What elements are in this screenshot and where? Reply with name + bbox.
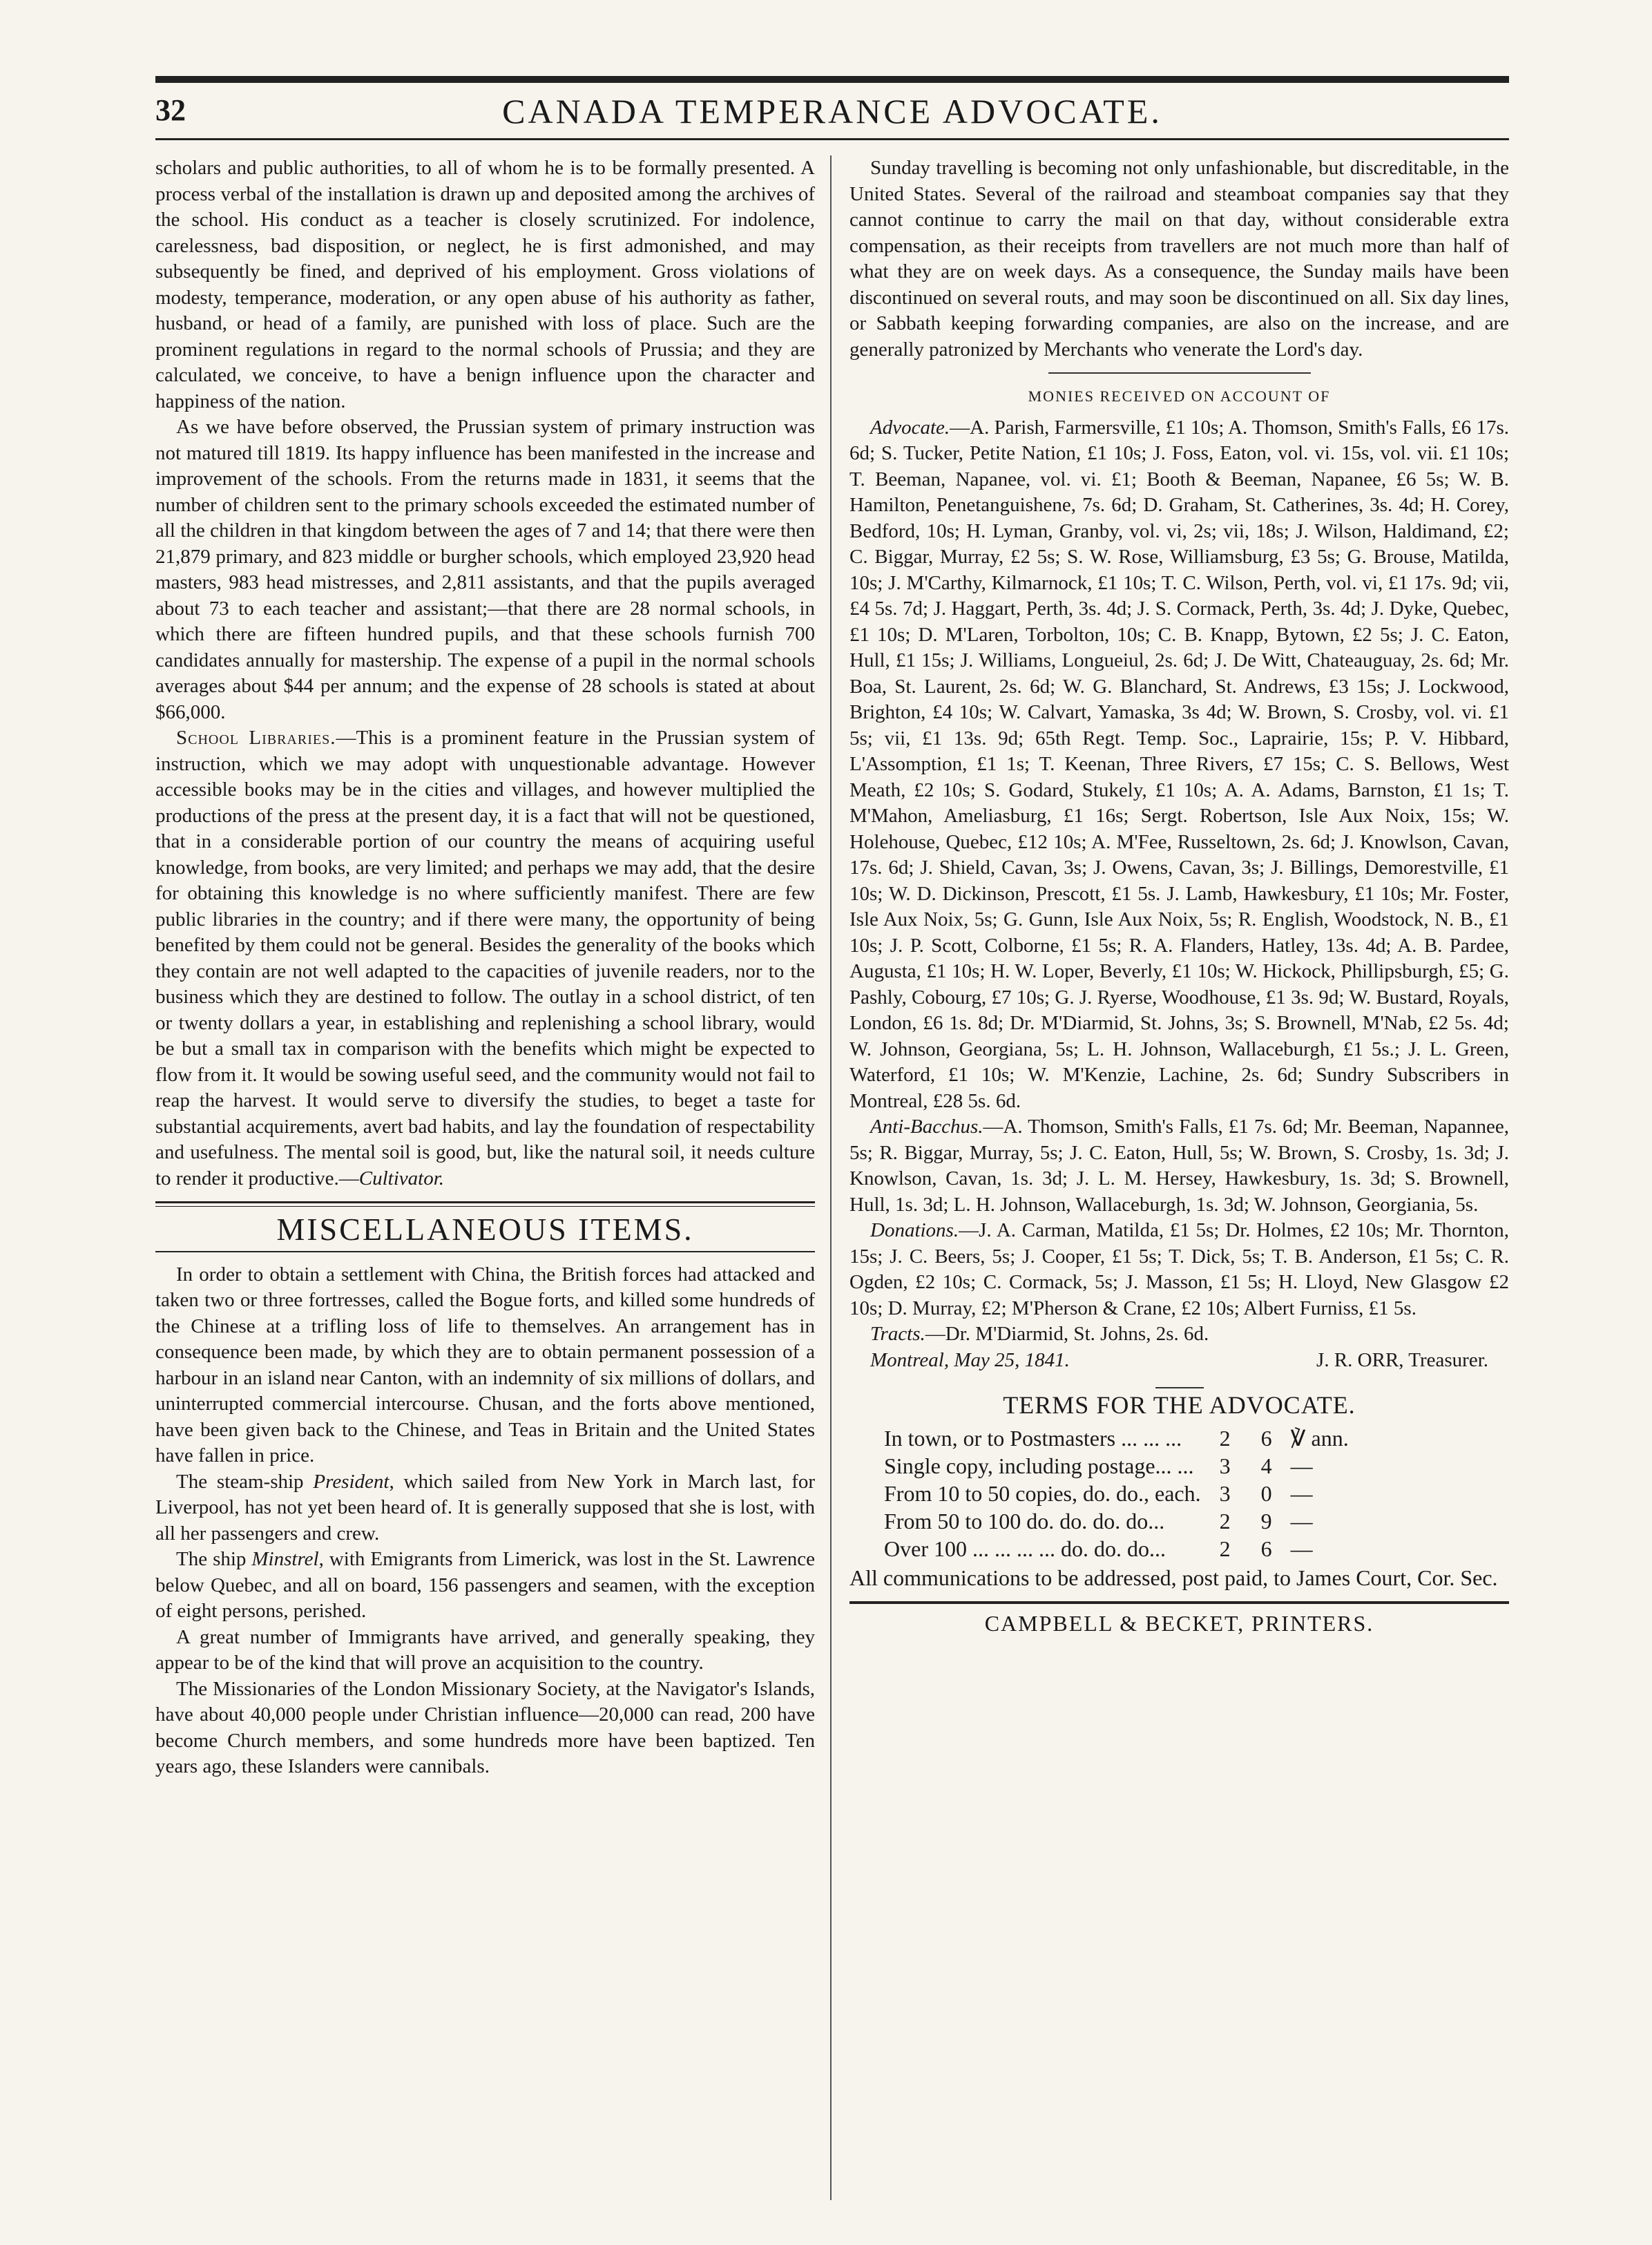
short-rule [1048, 372, 1311, 374]
terms-pence: 6 [1260, 1536, 1272, 1561]
article-paragraph [155, 725, 815, 1192]
terms-unit: — [1290, 1536, 1313, 1561]
item-text: , with Emigrants from Limerick, was lost in the St. Lawrence below Quebec, and all on board, 156 passengers and seamen, with the exception of eight persons, perished. [155, 1548, 815, 1622]
section-rule [155, 1251, 815, 1252]
short-rule [1155, 1387, 1204, 1388]
terms-title: TERMS FOR THE ADVOCATE. [1003, 1391, 1356, 1419]
newspaper-page [155, 76, 1509, 2183]
terms-row [884, 1452, 1356, 1480]
right-column [849, 155, 1509, 1780]
printer-rule [849, 1601, 1509, 1604]
news-item: The Missionaries of the London Missionary Society, at the Navigator's Islands, have about 40,000 people under Christian influence—20,000 can read, 200 have become Church members, and some hundreds more have been baptized. Ten years ago, these Islanders were cannibals. [155, 1677, 815, 1777]
terms-label: Over 100 ... ... ... ... do. do. do... [884, 1536, 1166, 1561]
fund-list: —A. Parish, Farmersville, £1 10s; A. Thomson, Smith's Falls, £6 17s. 6d; S. Tucker, Petite Nation, £1 10s; J. Foss, Eaton, vol. vi. 15s, vol. vii. £1 10s; T. Beeman, Napanee, vol. vi. £1; Booth & Beeman, Napanee, £6 5s; W. B. Hamilton, Penetanguishene, 7s. 6d; D. Graham, St. Catherines, 3s. 4d; H. Corey, Bedford, 10s; H. Lyman, Granby, vol. vi, 2s; vii, 18s; J. Wilson, Haldimand, £2; C. Biggar, Murray, £2 5s; S. W. Rose, Williamsburg, £3 5s; G. Brouse, Matilda, 10s; J. M'Carthy, Kilmarnock, £1 10s; T. C. Wilson, Perth, vol. vi, £1 17s. 9d; vii, £4 5s. 7d; J. Haggart, Perth, 3s. 4d; J. S. Cormack, Perth, 3s. 4d; J. Dyke, Quebec, £1 10s; D. M'Laren, Torbolton, 10s; C. B. Knapp, Bytown, £2 5s; J. C. Eaton, Hull, £1 15s; J. Williams, Longueiul, 2s. 6d; J. De Witt, Chateauguay, 2s. 6d; Mr. Boa, St. Laurent, 2s. 6d; W. G. Blanchard, St. Andrews, £3 15s; J. Lockwood, Brighton, £4 10s; W. Calvart, Yamaska, 3s 4d; W. Brown, S. Crosby, vol. vi. £1 5s; vii, £1 13s. 9d; 65th Regt. Temp. Soc., Laprairie, 15s; P. V. Hibbard, L'Assomption, £1 1s; T. Keenan, Three Rivers, £7 15s; C. S. Bellows, West Meath, £2 10s; S. Godard, Stukely, £1 10s; A. A. Adams, Barnston, £1 1s; T. M'Mahon, Ameliasburg, £1 16s; Sergt. Robertson, Isle Aux Noix, 15s; W. Holehouse, Quebec, £12 10s; A. M'Fee, Russeltown, 2s. 6d; J. Knowlson, Cavan, 17s. 6d; J. Shield, Cavan, 3s; J. Owens, Cavan, 3s; J. Billings, Demorestville, £1 10s; W. D. Dickinson, Prescott, £1 5s. J. Lamb, Hawkesbury, £1 10s; Mr. Foster, Isle Aux Noix, 5s; G. Gunn, Isle Aux Noix, 5s; R. English, Woodstock, N. B., £1 10s; J. P. Scott, Colborne, £1 5s; R. A. Flanders, Hatley, 13s. 4d; A. B. Pardee, Augusta, £1 10s; H. W. Loper, Beverly, £1 10s; W. Hickock, Phillipsburgh, £5; G. Pashly, Cobourg, £7 10s; G. J. Ryerse, Woodhouse, £1 3s. 9d; W. Bustard, Royals, London, £6 1s. 8d; Dr. M'Diarmid, St. Johns, 3s; S. Brownell, M'Nab, £2 5s. 4d; W. Johnson, Georgiana, 5s; L. H. Johnson, Wallaceburgh, £1 5s.; J. L. Green, Waterford, £1 10s; W. M'Kenzie, Lachine, 2s. 6d; Sundry Subscribers in Montreal, £28 5s. 6d. [849, 416, 1509, 1112]
page-header [155, 90, 1509, 140]
terms-unit: — [1290, 1480, 1313, 1506]
terms-unit: ℣ ann. [1290, 1425, 1349, 1451]
communications-note: All communications to be addressed, post paid, to James Court, Cor. Sec. [849, 1565, 1498, 1590]
terms-row [884, 1535, 1356, 1563]
section-lead: School Libraries. [176, 727, 336, 749]
left-column [155, 155, 815, 1780]
fund-label: Donations. [870, 1219, 959, 1241]
masthead-title: CANADA TEMPERANCE ADVOCATE. [502, 92, 1162, 131]
column-divider [830, 155, 832, 2200]
article-paragraph: scholars and public authorities, to all of whom he is to be formally presented. A process verbal of the installation is drawn up and deposited among the archives of the school. His conduct as a teacher is closely scrutinized. For indolence, carelessness, bad disposition, or neglect, he is first admonished, and may subsequently be fined, and deprived of his employment. Gross violations of modesty, temperance, moderation, or any open abuse of his authority as father, husband, or head of a family, are punished with loss of place. Such are the prominent regulations in regard to the normal schools of Prussia; and they are calculated, we conceive, to have a benign influence upon the character and happiness of the nation. [155, 157, 815, 412]
item-text: The ship [176, 1548, 252, 1570]
terms-label: From 10 to 50 copies, do. do., each. [884, 1480, 1201, 1506]
terms-row [884, 1424, 1356, 1452]
signature-line [849, 1348, 1509, 1374]
treasurer-name: J. R. ORR, Treasurer. [1316, 1348, 1488, 1371]
terms-shillings: 2 [1219, 1536, 1231, 1561]
terms-shillings: 3 [1219, 1480, 1231, 1506]
page-number: 32 [155, 93, 186, 127]
fund-list: —A. Thomson, Smith's Falls, £1 7s. 6d; Mr. Beeman, Napannee, 5s; R. Biggar, Murray, 5s; J. C. Eaton, Hull, 5s; W. Brown, S. Crosby, 1s. 3d; J. Knowlson, Cavan, 1s. 3d; J. L. M. Hersey, Hawkesbury, 1s. 3d; S. Brownell, Hull, 1s. 3d; L. H. Johnson, Wallaceburgh, 1s. 3d; W. Johnson, Georgiania, 5s. [849, 1116, 1509, 1216]
news-item [155, 1469, 815, 1547]
monies-heading: MONIES RECEIVED ON ACCOUNT OF [1028, 388, 1331, 405]
terms-shillings: 2 [1219, 1508, 1231, 1534]
printer-credit: CAMPBELL & BECKET, PRINTERS. [984, 1610, 1374, 1636]
terms-label: Single copy, including postage... ... [884, 1453, 1194, 1478]
terms-shillings: 2 [1219, 1425, 1231, 1451]
place-date: Montreal, May 25, 1841. [870, 1348, 1070, 1371]
terms-row [884, 1507, 1356, 1535]
terms-unit: — [1290, 1508, 1313, 1534]
item-text: The steam-ship [176, 1470, 314, 1493]
terms-pence: 0 [1260, 1480, 1272, 1506]
news-item: Sunday travelling is becoming not only unfashionable, but discreditable, in the United States. Several of the railroad and steamboat companies say that they cannot continue to carry the mail on that day, without considerable extra compensation, as their receipts from travellers are not much more than half of what they are on week days. As a consequence, the Sunday mails have been discontinued on several routs, and may soon be discontinued on all. Six day lines, or Sabbath keeping forwarding companies, are also on the increase, and are generally patronized by Merchants who venerate the Lord's day. [849, 157, 1509, 361]
terms-label: In town, or to Postmasters ... ... ... [884, 1425, 1182, 1451]
terms-pence: 4 [1260, 1453, 1272, 1478]
source-credit: Cultivator. [358, 1167, 445, 1190]
ship-name: Minstrel [251, 1548, 319, 1570]
news-item: In order to obtain a settlement with China, the British forces had attacked and taken two or three fortresses, called the Bogue forts, and killed some hundreds of the Chinese at a trifling loss of life to themselves. An arrangement has in consequence been made, by which they are to obtain permanent possession of a harbour in an island near Canton, with an indemnity of six millions of dollars, and uninterrupted commercial intercourse. Chusan, and the forts above mentioned, have been given back to the Chinese, and Teas in Britain and the United States have fallen in price. [155, 1263, 815, 1467]
terms-pence: 9 [1260, 1508, 1272, 1534]
article-paragraph: As we have before observed, the Prussian system of primary instruction was not matured till 1819. Its happy influence has been manifested in the increase and improvement of the schools. From the returns made in 1831, it seems that the number of children sent to the primary schools exceeded the estimated number of all the children in that kingdom between the ages of 7 and 14; that there were then 21,879 primary, and 823 middle or burgher schools, which employed 23,920 head masters, 983 head mistresses, and 2,811 assistants, and that the pupils averaged about 73 to each teacher and assistant;—that there are 28 normal schools, in which there are fifteen hundred pupils, and that these schools furnish 700 candidates annually for mastership. The expense of a pupil in the normal schools averages about $44 per annum; and the expense of 28 schools is stated at about $66,000. [155, 416, 815, 723]
terms-shillings: 3 [1219, 1453, 1231, 1478]
fund-list: —Dr. M'Diarmid, St. Johns, 2s. 6d. [925, 1323, 1209, 1345]
monies-donations [849, 1218, 1509, 1321]
terms-table [884, 1424, 1356, 1563]
columns [155, 155, 1509, 1780]
paragraph-text: —This is a prominent feature in the Prussian system of instruction, which we may adopt with unquestionable advantage. However accessible books may be in the cities and villages, and however multiplied the productions of the press at the present day, it is a fact that will not be questioned, that in a considerable portion of our country the means of acquiring useful knowledge, from books, are very limited; and perhaps we may add, that the desire for obtaining this knowledge is no where sufficiently manifest. There are few public libraries in the country; and if there were many, the opportunity of being benefited by them could not be general. Besides the generality of the books which they contain are not well adapted to the capacities of juvenile readers, nor to the business which they are destined to follow. The outlay in a school district, of ten or twenty dollars a year, in establishing and replenishing a school library, would be but a small tax in comparison with the benefits which might be expected to flow from it. It would be sowing useful seed, and the community would not fail to reap the harvest. It would serve to diversify the studies, to beget a taste for substantial acquirements, avert bad habits, and lay the foundation of respectability and usefulness. The mental soil is good, but, like the natural soil, it needs culture to render it productive.— [155, 727, 815, 1190]
terms-unit: — [1290, 1453, 1313, 1478]
monies-advocate [849, 415, 1509, 1115]
terms-row [884, 1480, 1356, 1507]
monies-tracts [849, 1321, 1509, 1348]
news-item: A great number of Immigrants have arrived, and generally speaking, they appear to be of the kind that will prove an acquisition to the country. [155, 1625, 815, 1674]
terms-pence: 6 [1260, 1425, 1272, 1451]
terms-label: From 50 to 100 do. do. do. do... [884, 1508, 1165, 1534]
ship-name: President [313, 1470, 390, 1493]
fund-list: —J. A. Carman, Matilda, £1 5s; Dr. Holmes, £2 10s; Mr. Thornton, 15s; J. C. Beers, 5s; J. Cooper, £1 5s; T. Dick, 5s; T. B. Anderson, £1 5s; C. R. Ogden, £2 10s; C. Cormack, 5s; J. Masson, £1 5s; H. Lloyd, New Glasgow £2 10s; D. Murray, £2; M'Pherson & Crane, £2 10s; Albert Furniss, £1 5s. [849, 1219, 1509, 1319]
section-rule [155, 1201, 815, 1207]
news-item [155, 1547, 815, 1625]
fund-label: Advocate. [870, 416, 950, 439]
item-text: , which sailed from New York in March last, for Liverpool, has not yet been heard of. It is generally supposed that she is lost, with all her passengers and crew. [155, 1470, 816, 1545]
misc-section-title: MISCELLANEOUS ITEMS. [276, 1212, 694, 1247]
fund-label: Anti-Bacchus. [870, 1116, 983, 1138]
fund-label: Tracts. [870, 1323, 925, 1345]
top-rule [155, 76, 1509, 83]
monies-antibacchus [849, 1114, 1509, 1218]
